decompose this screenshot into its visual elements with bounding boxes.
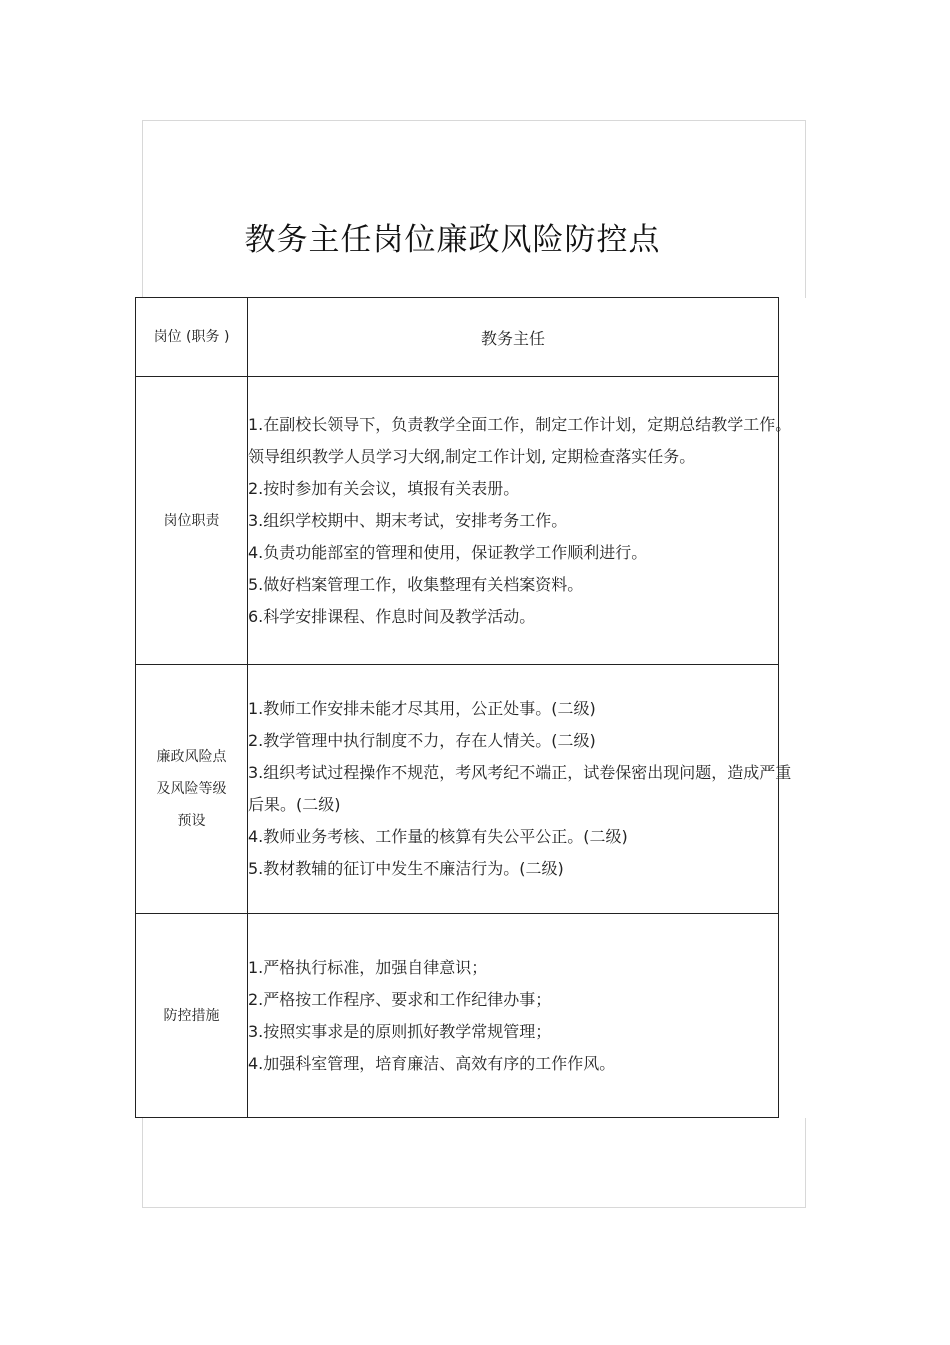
table-row-position	[136, 298, 779, 377]
table-row-measures	[136, 914, 779, 1118]
duty-item: 3.组织学校期中、期末考试，安排考务工作。	[248, 510, 568, 530]
risk-label-line: 预设	[177, 813, 206, 829]
duties-label: 岗位职责	[136, 377, 248, 665]
page-frame-bottom	[142, 1118, 806, 1208]
risk-item: 2.教学管理中执行制度不力，存在人情关。(二级)	[248, 731, 596, 750]
duty-item: 4.负责功能部室的管理和使用，保证教学工作顺利进行。	[248, 542, 648, 562]
risk-item: 3.组织考试过程操作不规范，考风考纪不端正，试卷保密出现问题，造成严重后果。(二级)	[248, 763, 792, 814]
risks-cell	[248, 665, 792, 914]
risk-label-line: 廉政风险点	[156, 749, 227, 765]
measures-cell	[248, 914, 779, 1118]
measure-item: 1.严格执行标准，加强自律意识；	[248, 957, 488, 977]
table-row-risks	[136, 665, 779, 914]
measure-item: 2.严格按工作程序、要求和工作纪律办事；	[248, 989, 552, 1009]
measures-label: 防控措施	[136, 914, 248, 1118]
measure-item: 4.加强科室管理，培育廉洁、高效有序的工作作风。	[248, 1053, 616, 1073]
table-row-duties	[136, 377, 779, 665]
duty-item: 5.做好档案管理工作，收集整理有关档案资料。	[248, 574, 584, 594]
position-label: 岗位 (职务 )	[136, 298, 248, 377]
duty-item: 1.在副校长领导下，负责教学全面工作，制定工作计划，定期总结教学工作。领导组织教学人员学习大纲,制定工作计划, 定期检查落实任务。	[248, 414, 792, 466]
risk-label	[136, 665, 248, 914]
measure-item: 3.按照实事求是的原则抓好教学常规管理；	[248, 1021, 552, 1041]
duties-cell	[248, 377, 792, 665]
risk-label-line: 及风险等级	[156, 781, 227, 797]
duty-item: 2.按时参加有关会议，填报有关表册。	[248, 478, 520, 498]
position-value: 教务主任	[248, 298, 779, 377]
page-frame-top	[142, 120, 806, 298]
risk-item: 5.教材教辅的征订中发生不廉洁行为。(二级)	[248, 859, 564, 878]
risk-item: 1.教师工作安排未能才尽其用，公正处事。(二级)	[248, 699, 596, 718]
document-title: 教务主任岗位廉政风险防控点	[244, 222, 661, 258]
duty-item: 6.科学安排课程、作息时间及教学活动。	[248, 606, 536, 626]
risk-control-table	[135, 297, 792, 1118]
risk-item: 4.教师业务考核、工作量的核算有失公平公正。(二级)	[248, 827, 628, 846]
